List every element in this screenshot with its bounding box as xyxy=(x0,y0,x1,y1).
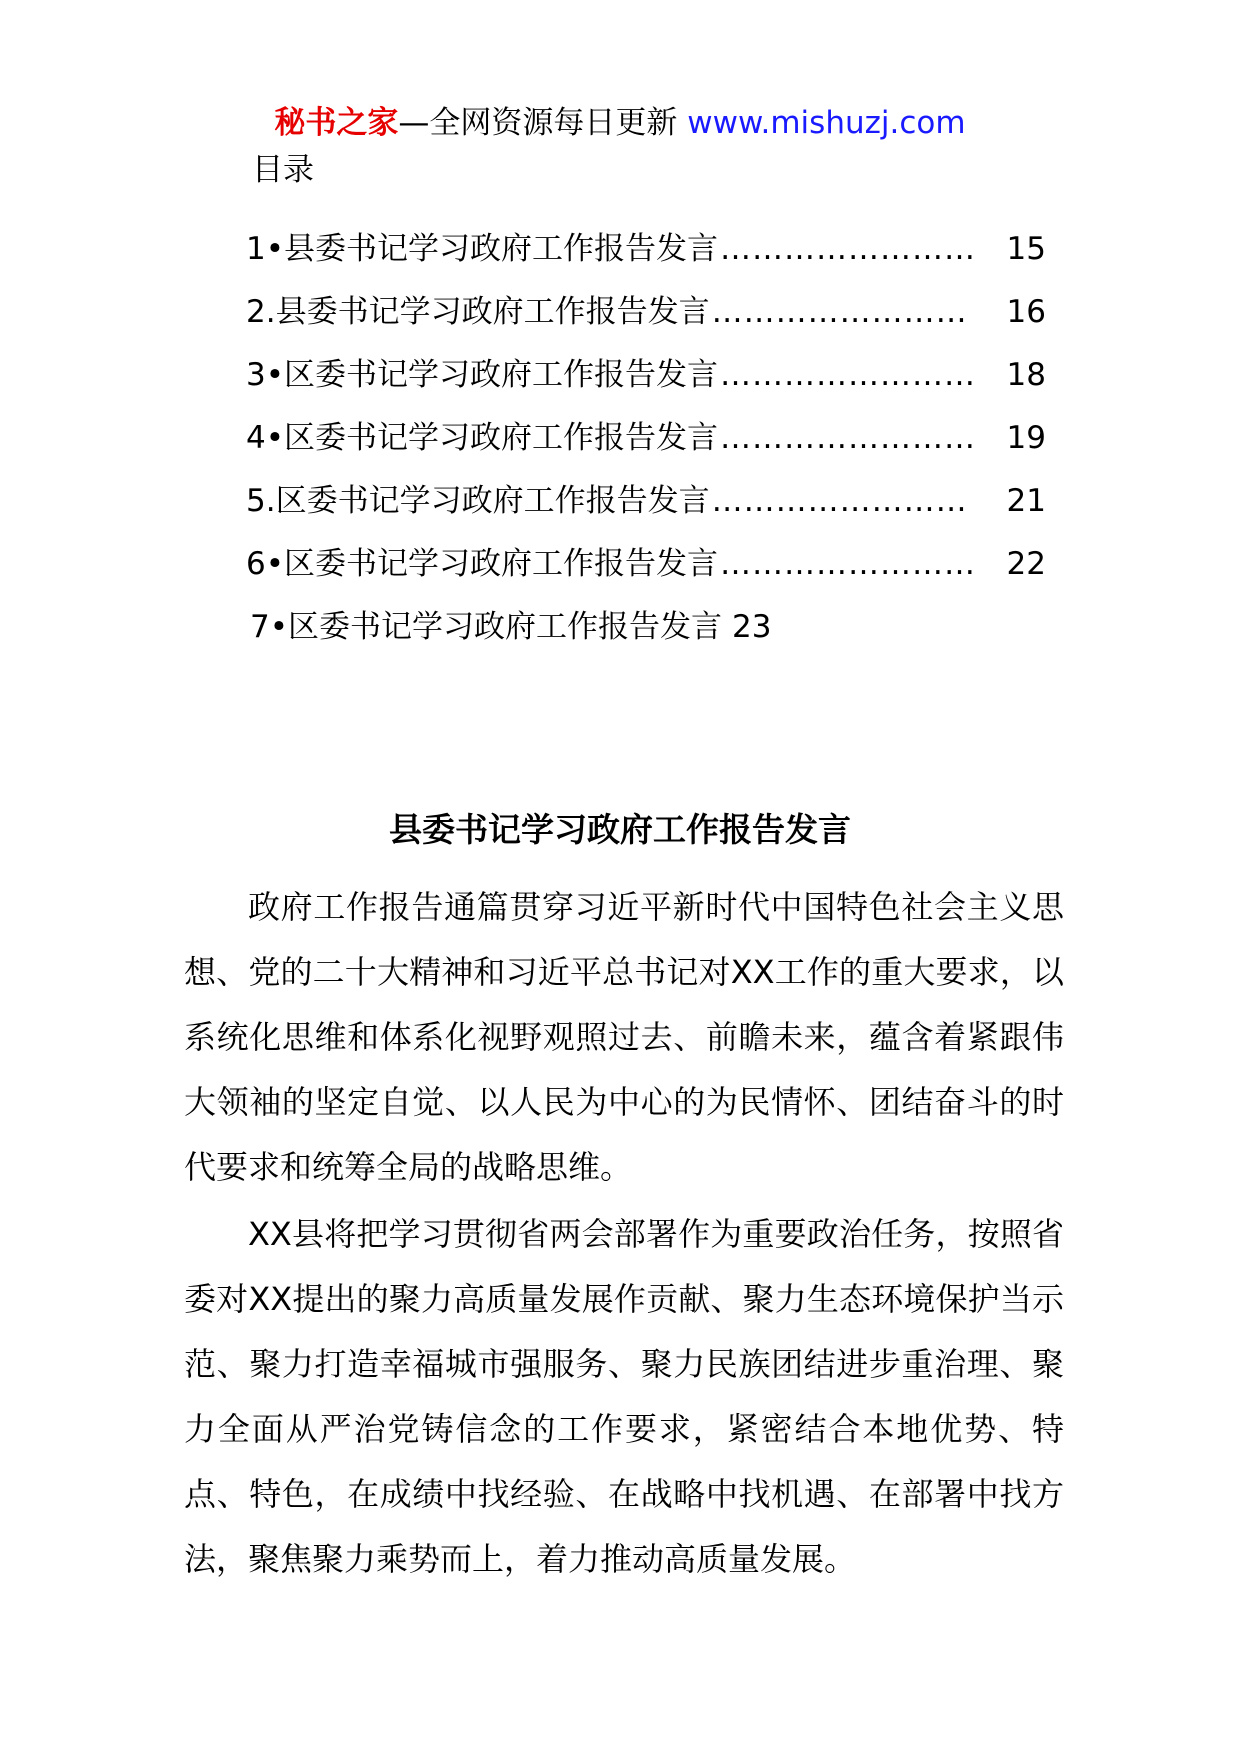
article-body xyxy=(184,875,1064,1594)
toc-page-number: 16 xyxy=(1006,294,1046,330)
toc-dot-leader: …………………… xyxy=(711,294,968,330)
toc-dot-leader: …………………… xyxy=(720,231,977,267)
toc-page-number: 21 xyxy=(1006,483,1046,519)
toc-title: 目录 xyxy=(252,152,314,188)
toc-dot-leader: …………………… xyxy=(720,546,977,582)
site-header xyxy=(0,103,1240,143)
site-url-link[interactable]: www.mishuzj.com xyxy=(687,105,966,141)
toc-entry-label: 5.区委书记学习政府工作报告发言 xyxy=(246,483,710,519)
toc-entry-label: 1•县委书记学习政府工作报告发言 xyxy=(246,231,719,267)
toc-entry-label: 3•区委书记学习政府工作报告发言 xyxy=(246,357,719,393)
article-paragraph: XX县将把学习贯彻省两会部署作为重要政治任务，按照省委对XX提出的聚力高质量发展作贡献、聚力生态环境保护当示范、聚力打造幸福城市强服务、聚力民族团结进步重治理、聚力全面从严治党铸信念的工作要求，紧密结合本地优势、特点、特色，在成绩中找经验、在战略中找机遇、在部署中找方法，聚焦聚力乘势而上，着力推动高质量发展。 xyxy=(184,1215,1064,1578)
toc-page-number: 18 xyxy=(1006,357,1046,393)
toc-page-number: 22 xyxy=(1006,546,1046,582)
toc-entry-label: 7•区委书记学习政府工作报告发言 xyxy=(250,609,723,645)
toc-entry[interactable] xyxy=(246,481,1046,544)
toc-entry-label: 4•区委书记学习政府工作报告发言 xyxy=(246,420,719,456)
toc-entry[interactable] xyxy=(246,607,1046,670)
toc-page-number: 15 xyxy=(1006,231,1046,267)
toc-entry-label: 2.县委书记学习政府工作报告发言 xyxy=(246,294,710,330)
toc-page-number: 19 xyxy=(1006,420,1046,456)
toc-dot-leader: …………………… xyxy=(711,483,968,519)
toc-entry[interactable] xyxy=(246,544,1046,607)
site-slogan: —全网资源每日更新 xyxy=(398,105,678,141)
toc-entry[interactable] xyxy=(246,418,1046,481)
article-paragraph: 政府工作报告通篇贯穿习近平新时代中国特色社会主义思想、党的二十大精神和习近平总书记对XX工作的重大要求，以系统化思维和体系化视野观照过去、前瞻未来，蕴含着紧跟伟大领袖的坚定自觉、以人民为中心的为民情怀、团结奋斗的时代要求和统筹全局的战略思维。 xyxy=(184,888,1064,1186)
article-title: 县委书记学习政府工作报告发言 xyxy=(389,810,851,849)
toc-page-number: 23 xyxy=(732,609,772,645)
table-of-contents xyxy=(246,229,1046,670)
toc-dot-leader: …………………… xyxy=(720,357,977,393)
toc-entry[interactable] xyxy=(246,292,1046,355)
brand-name: 秘书之家 xyxy=(274,105,399,141)
toc-entry[interactable] xyxy=(246,355,1046,418)
toc-dot-leader: …………………… xyxy=(720,420,977,456)
toc-entry[interactable] xyxy=(246,229,1046,292)
toc-entry-label: 6•区委书记学习政府工作报告发言 xyxy=(246,546,719,582)
